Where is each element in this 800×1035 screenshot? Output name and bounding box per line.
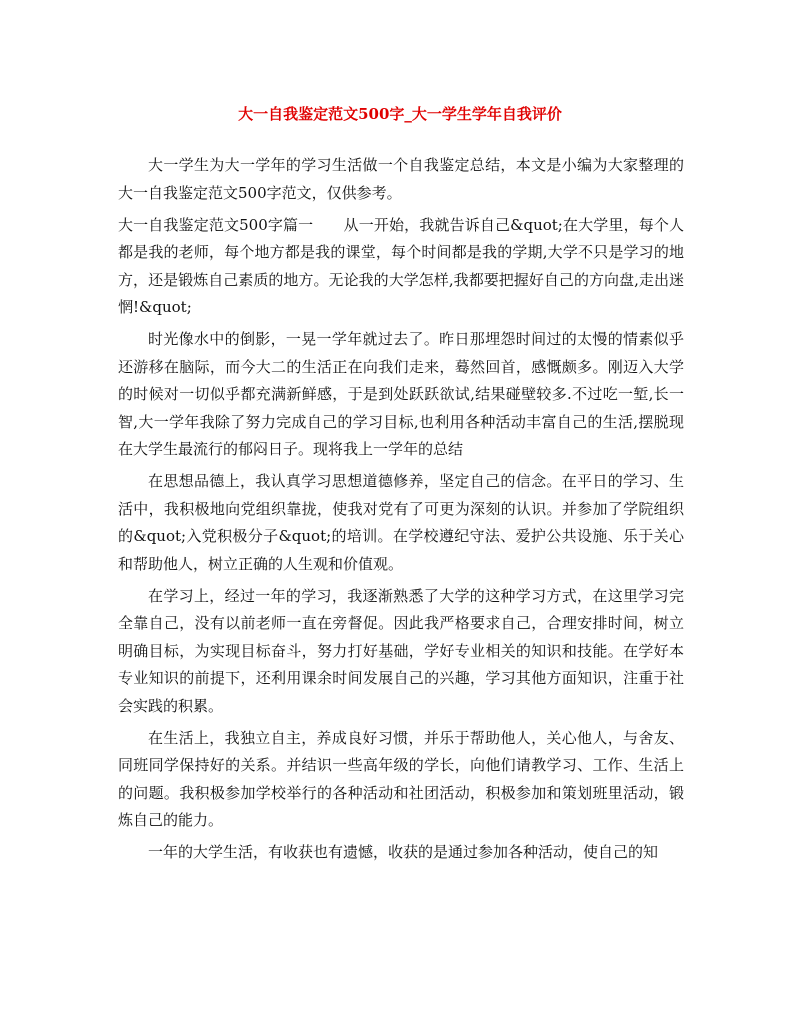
paragraph-section-one: 大一自我鉴定范文500字篇一 从一开始，我就告诉自己&quot;在大学里，每个人都是我的老师，每个地方都是我的课堂，每个时间都是我的学期,大学不只是学习的地方，还是锻炼自己素质的地方。无论我的大学怎样,我都要把握好自己的方向盘,走出迷惘!&quot; bbox=[118, 215, 684, 316]
document-title: 大一自我鉴定范文500字_大一学生学年自我评价 bbox=[238, 105, 562, 123]
paragraph-time-reflection: 时光像水中的倒影，一晃一学年就过去了。昨日那埋怨时间过的太慢的情素似乎还游移在脑际，而今大二的生活正在向我们走来，蓦然回首，感慨颇多。刚迈入大学的时候对一切似乎都充满新鲜感，于是到处跃跃欲试,结果碰壁较多.不过吃一堑,长一智,大一学年我除了努力完成自己的学习目标,也利用各种活动丰富自己的生活,摆脱现在大学生最流行的郁闷日子。现将我上一学年的总结 bbox=[118, 330, 684, 458]
paragraph-intro: 大一学生为大一学年的学习生活做一个自我鉴定总结，本文是小编为大家整理的大一自我鉴定范文500字范文，仅供参考。 bbox=[118, 156, 684, 202]
document-body bbox=[118, 152, 684, 871]
paragraph-study: 在学习上，经过一年的学习，我逐渐熟悉了大学的这种学习方式，在这里学习完全靠自己，没有以前老师一直在旁督促。因此我严格要求自己，合理安排时间，树立明确目标，为实现目标奋斗，努力打好基础，学好专业相关的知识和技能。在学好本专业知识的前提下，还利用课余时间发展自己的兴趣，学习其他方面知识，注重于社会实践的积累。 bbox=[118, 586, 684, 715]
paragraph-life: 在生活上，我独立自主，养成良好习惯，并乐于帮助他人，关心他人，与舍友、同班同学保持好的关系。并结识一些高年级的学长，向他们请教学习、工作、生活上的问题。我积极参加学校举行的各种活动和社团活动，积极参加和策划班里活动，锻炼自己的能力。 bbox=[118, 728, 684, 829]
paragraph-ideology: 在思想品德上，我认真学习思想道德修养，坚定自己的信念。在平日的学习、生活中，我积极地向党组织靠拢，使我对党有了可更为深刻的认识。并参加了学院组织的&quot;入党积极分子&quot;的培训。在学校遵纪守法、爱护公共设施、乐于关心和帮助他人，树立正确的人生观和价值观。 bbox=[118, 472, 684, 573]
paragraph-summary: 一年的大学生活，有收获也有遗憾，收获的是通过参加各种活动，使自己的知 bbox=[148, 843, 659, 861]
